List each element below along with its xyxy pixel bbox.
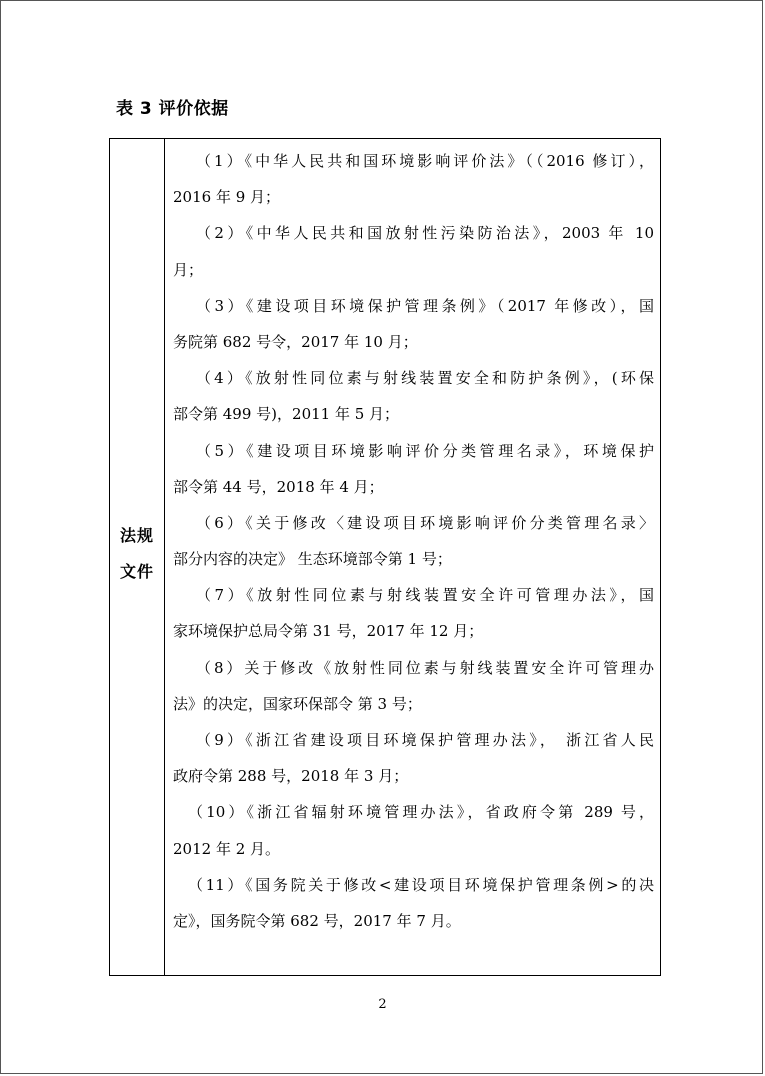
- regulation-item: [173, 577, 654, 649]
- regulation-line: （8）关于修改《放射性同位素与射线装置安全许可管理办: [196, 658, 654, 677]
- regulation-line: （1）《中华人民共和国环境影响评价法》（（2016 修订），: [196, 152, 654, 170]
- regulation-item: [173, 722, 654, 794]
- category-label-line: 文件: [119, 562, 154, 581]
- regulation-line: （10）《浙江省辐射环境管理办法》，省政府令第 289 号，: [188, 803, 654, 822]
- regulation-line: （11）《国务院关于修改<建设项目环境保护管理条例>的决: [188, 875, 654, 894]
- regulation-line: 部令第 44 号，2018 年 4 月；: [173, 477, 384, 496]
- regulations-content-cell: [165, 139, 660, 975]
- regulation-item: [173, 288, 654, 360]
- regulation-line: 月；: [173, 260, 204, 279]
- regulation-line: 部分内容的决定》 生态环境部令第 1 号；: [173, 550, 452, 569]
- regulation-item: [173, 433, 654, 505]
- category-label-line: 法规: [119, 526, 154, 545]
- regulation-line: 定》，国务院令第 682 号，2017 年 7 月。: [173, 911, 461, 930]
- regulation-item: [173, 650, 654, 722]
- regulation-line: （2）《中华人民共和国放射性污染防治法》，2003 年 10: [196, 224, 654, 243]
- regulation-item: [173, 505, 654, 577]
- regulation-line: 法》的决定，国家环保部令 第 3 号；: [173, 694, 422, 713]
- regulation-line: 家环境保护总局令第 31 号，2017 年 12 月；: [173, 622, 484, 641]
- regulation-line: （5）《建设项目环境影响评价分类管理名录》，环境保护: [196, 441, 654, 460]
- regulation-item: [173, 215, 654, 287]
- category-label-cell: [110, 139, 165, 975]
- regulation-line: （4）《放射性同位素与射线装置安全和防护条例》，(环保: [196, 369, 654, 388]
- regulation-line: （3）《建设项目环境保护管理条例》（2017 年修改），国: [196, 296, 654, 315]
- regulation-line: 2016 年 9 月；: [173, 188, 281, 207]
- regulation-item: [173, 360, 654, 432]
- regulation-line: 务院第 682 号令，2017 年 10 月；: [173, 332, 418, 351]
- regulation-item: [173, 143, 654, 215]
- regulation-line: 部令第 499 号)，2011 年 5 月；: [173, 405, 400, 424]
- regulation-line: （6）《关于修改〈建设项目环境影响评价分类管理名录〉: [196, 513, 654, 532]
- regulation-line: （9）《浙江省建设项目环境保护管理办法》， 浙江省人民: [196, 731, 654, 749]
- regulation-line: （7）《放射性同位素与射线装置安全许可管理办法》，国: [196, 586, 654, 605]
- regulation-line: 政府令第 288 号，2018 年 3 月；: [173, 767, 409, 786]
- page-number: 2: [378, 997, 387, 1012]
- regulation-item: [173, 794, 654, 866]
- table-title: 表 3 评价依据: [116, 99, 229, 119]
- regulation-line: 2012 年 2 月。: [173, 839, 281, 858]
- regulation-item: [173, 867, 654, 939]
- basis-table: [109, 138, 661, 976]
